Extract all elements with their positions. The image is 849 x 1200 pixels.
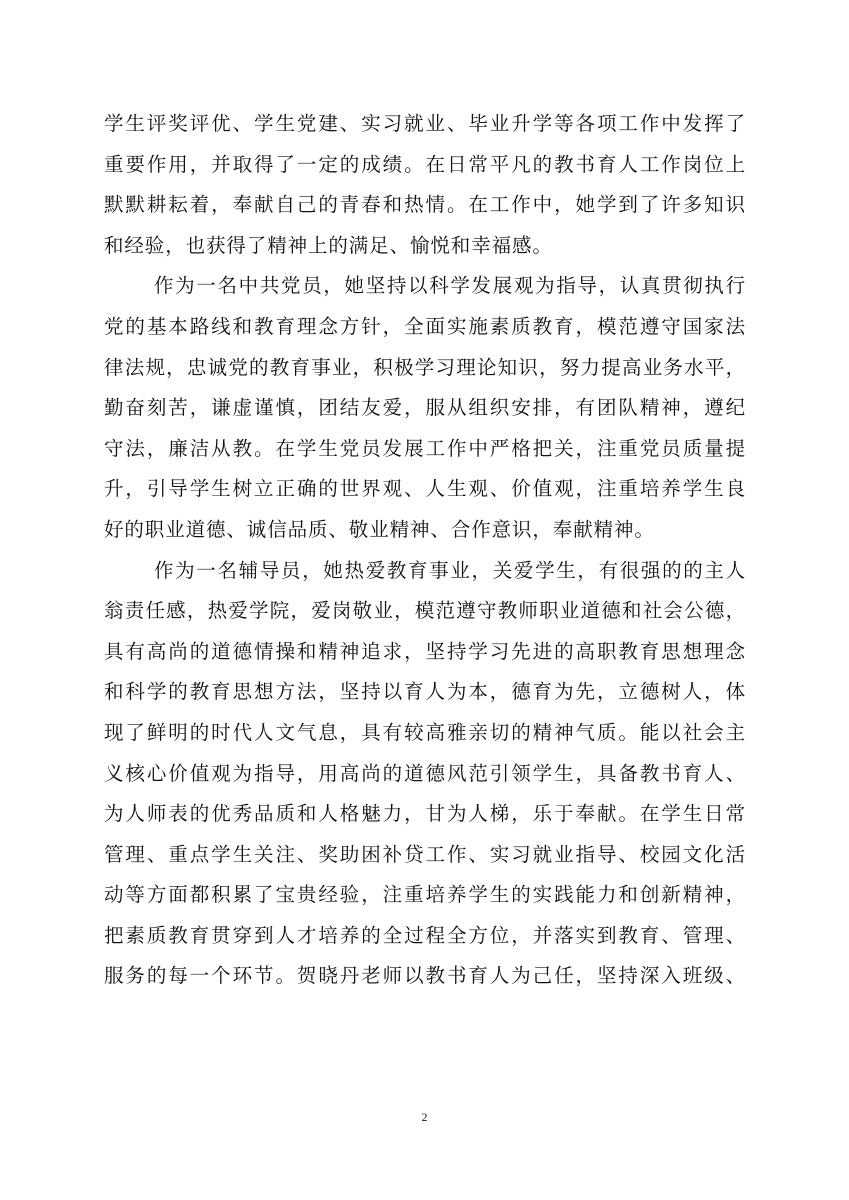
text-line-paragraph-start: 作为一名中共党员，她坚持以科学发展观为指导，认真贯彻执行 — [154, 274, 746, 298]
text-line: 现了鲜明的时代人文气息，具有较高雅亲切的精神气质。能以社会主 — [104, 720, 746, 744]
text-line: 翁责任感，热爱学院，爱岗敬业，模范遵守教师职业道德和社会公德， — [104, 599, 746, 623]
text-line-paragraph-start: 作为一名辅导员，她热爱教育事业，关爱学生，有很强的的主人 — [154, 558, 746, 582]
text-line: 党的基本路线和教育理念方针，全面实施素质教育，模范遵守国家法 — [104, 314, 746, 338]
text-line: 律法规，忠诚党的教育事业，积极学习理论知识，努力提高业务水平， — [104, 355, 746, 379]
text-line: 为人师表的优秀品质和人格魅力，甘为人梯，乐于奉献。在学生日常 — [104, 802, 746, 826]
text-line: 服务的每一个环节。贺晓丹老师以教书育人为己任，坚持深入班级、 — [104, 964, 746, 988]
text-line: 义核心价值观为指导，用高尚的道德风范引领学生，具备教书育人、 — [104, 761, 746, 785]
text-line: 默默耕耘着，奉献自己的青春和热情。在工作中，她学到了许多知识 — [104, 193, 746, 217]
text-line: 勤奋刻苦，谦虚谨慎，团结友爱，服从组织安排，有团队精神，遵纪 — [104, 396, 746, 420]
text-line: 学生评奖评优、学生党建、实习就业、毕业升学等各项工作中发挥了 — [104, 112, 746, 135]
text-line: 升，引导学生树立正确的世界观、人生观、价值观，注重培养学生良 — [104, 477, 746, 501]
text-line: 守法，廉洁从教。在学生党员发展工作中严格把关，注重党员质量提 — [104, 436, 746, 460]
text-line: 和科学的教育思想方法，坚持以育人为本，德育为先，立德树人，体 — [104, 680, 746, 704]
text-line: 把素质教育贯穿到人才培养的全过程全方位，并落实到教育、管理、 — [104, 923, 746, 947]
text-line: 重要作用，并取得了一定的成绩。在日常平凡的教书育人工作岗位上 — [104, 152, 746, 176]
text-line-paragraph-end: 和经验，也获得了精神上的满足、愉悦和幸福感。 — [104, 233, 553, 257]
page-number: 2 — [421, 1110, 428, 1124]
body-text — [104, 104, 746, 997]
text-line: 管理、重点学生关注、奖助困补贷工作、实习就业指导、校园文化活 — [104, 842, 746, 866]
text-line: 具有高尚的道德情操和精神追求，坚持学习先进的高职教育思想理念 — [104, 639, 746, 663]
text-line: 动等方面都积累了宝贵经验，注重培养学生的实践能力和创新精神， — [104, 883, 746, 907]
text-line-paragraph-end: 好的职业道德、诚信品质、敬业精神、合作意识，奉献精神。 — [104, 517, 655, 541]
